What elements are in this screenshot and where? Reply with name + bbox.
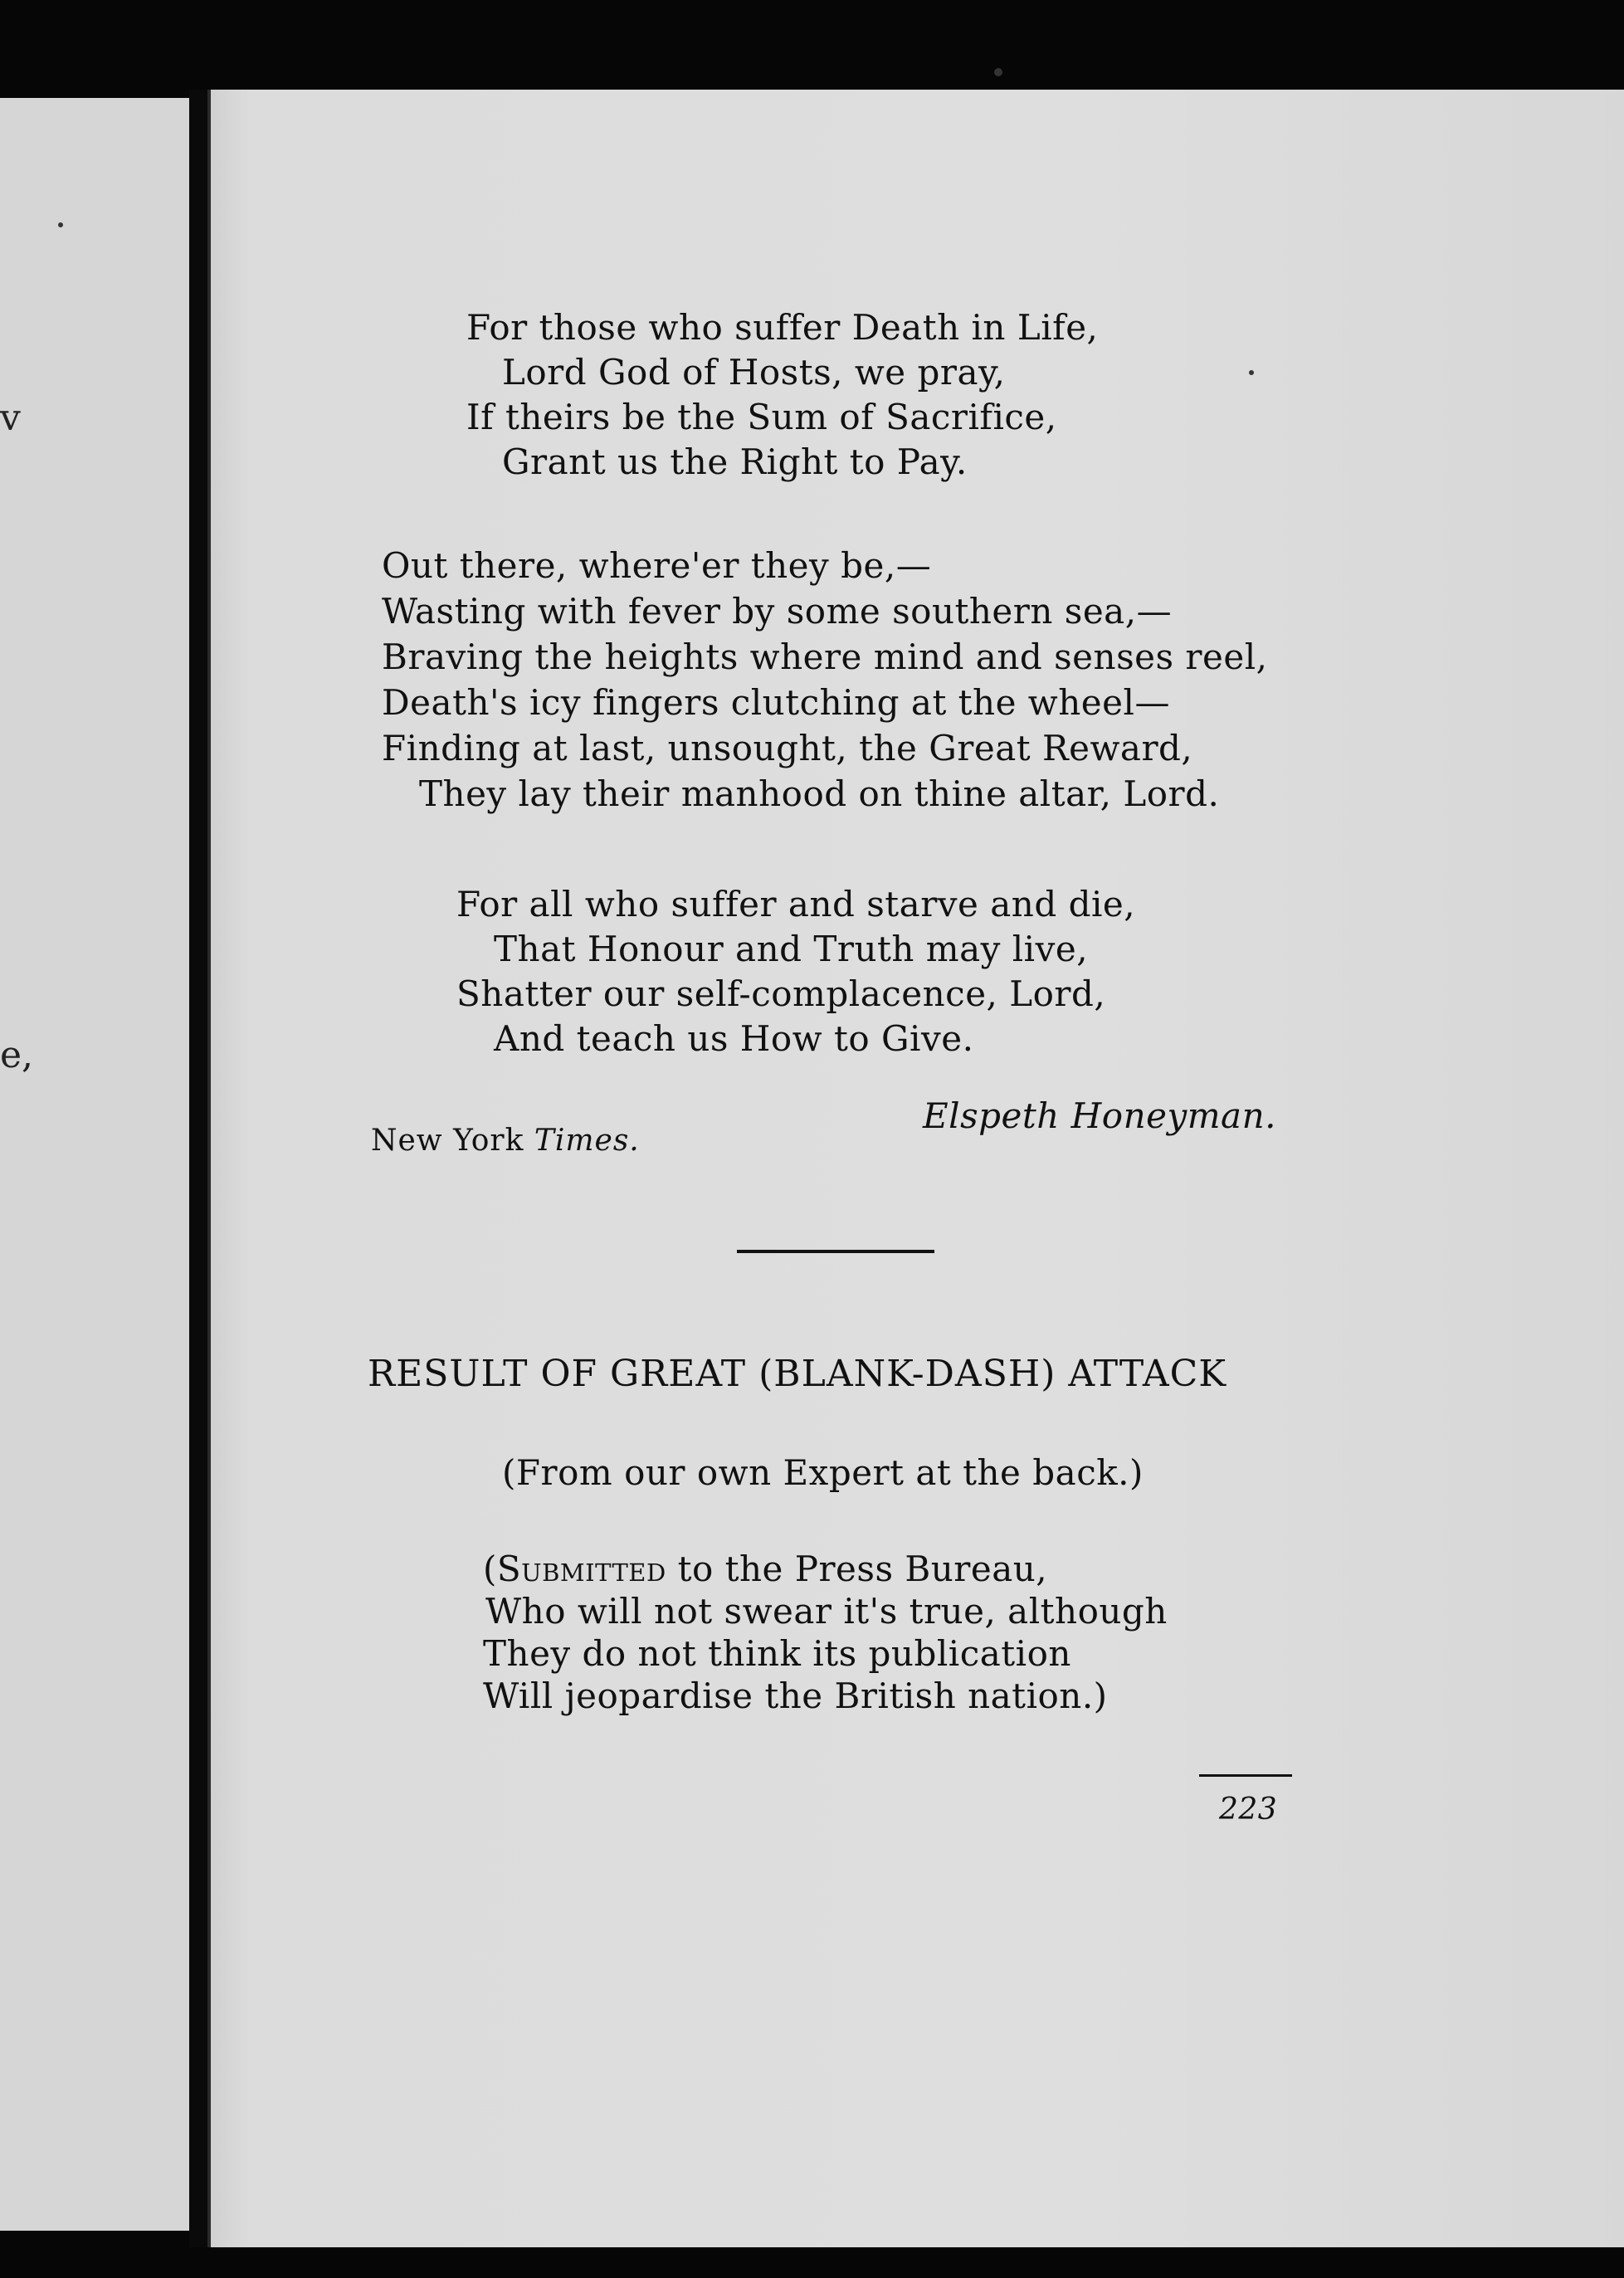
dust-speck [1249,370,1254,375]
page-gutter [207,90,211,2247]
section-divider [737,1250,934,1253]
poem-author: Elspeth Honeyman. [923,1095,1276,1136]
verse-line: Lord God of Hosts, we pray, [502,352,1006,393]
verse-line: Wasting with fever by some southern sea,— [382,591,1173,632]
note-line-rest: to the Press Bureau, [666,1549,1048,1589]
note-line: They do not think its publication [483,1633,1071,1674]
page-number: 223 [1219,1793,1278,1827]
verse-line: Out there, where'er they be,— [382,545,932,586]
left-page-fragment: e, [0,1034,34,1076]
verse-line: For all who suffer and starve and die, [456,884,1136,924]
dust-speck [58,222,63,227]
left-page-edge [0,98,189,2231]
verse-line: That Honour and Truth may live, [494,929,1089,969]
dust-speck [994,68,1002,76]
left-page-fragment: v [0,397,21,439]
source-name: New York [371,1124,524,1158]
page-number-rule [1199,1774,1292,1777]
poem-source [371,1124,640,1158]
verse-line: If theirs be the Sum of Sacrifice, [466,397,1057,437]
note-line: Will jeopardise the British nation.) [483,1676,1108,1716]
section-subtitle: (From our own Expert at the back.) [502,1452,1144,1493]
note-open-paren: ( [483,1549,497,1589]
source-italic: Times. [534,1124,640,1158]
note-line [483,1547,1047,1592]
verse-line: For those who suffer Death in Life, [466,307,1099,348]
verse-line: Braving the heights where mind and senses reel, [382,637,1268,677]
verse-line: They lay their manhood on thine altar, Lord. [419,773,1220,814]
verse-line: Death's icy fingers clutching at the wheel— [382,682,1170,723]
verse-line: Grant us the Right to Pay. [502,441,968,482]
note-line: Who will not swear it's true, although [485,1591,1168,1632]
verse-line: Finding at last, unsought, the Great Reward, [382,728,1193,768]
section-title: RESULT OF GREAT (BLANK-DASH) ATTACK [368,1353,1227,1395]
verse-line: Shatter our self-complacence, Lord, [456,973,1106,1014]
verse-line: And teach us How to Give. [494,1018,974,1059]
note-submitted: Submitted [496,1549,666,1589]
